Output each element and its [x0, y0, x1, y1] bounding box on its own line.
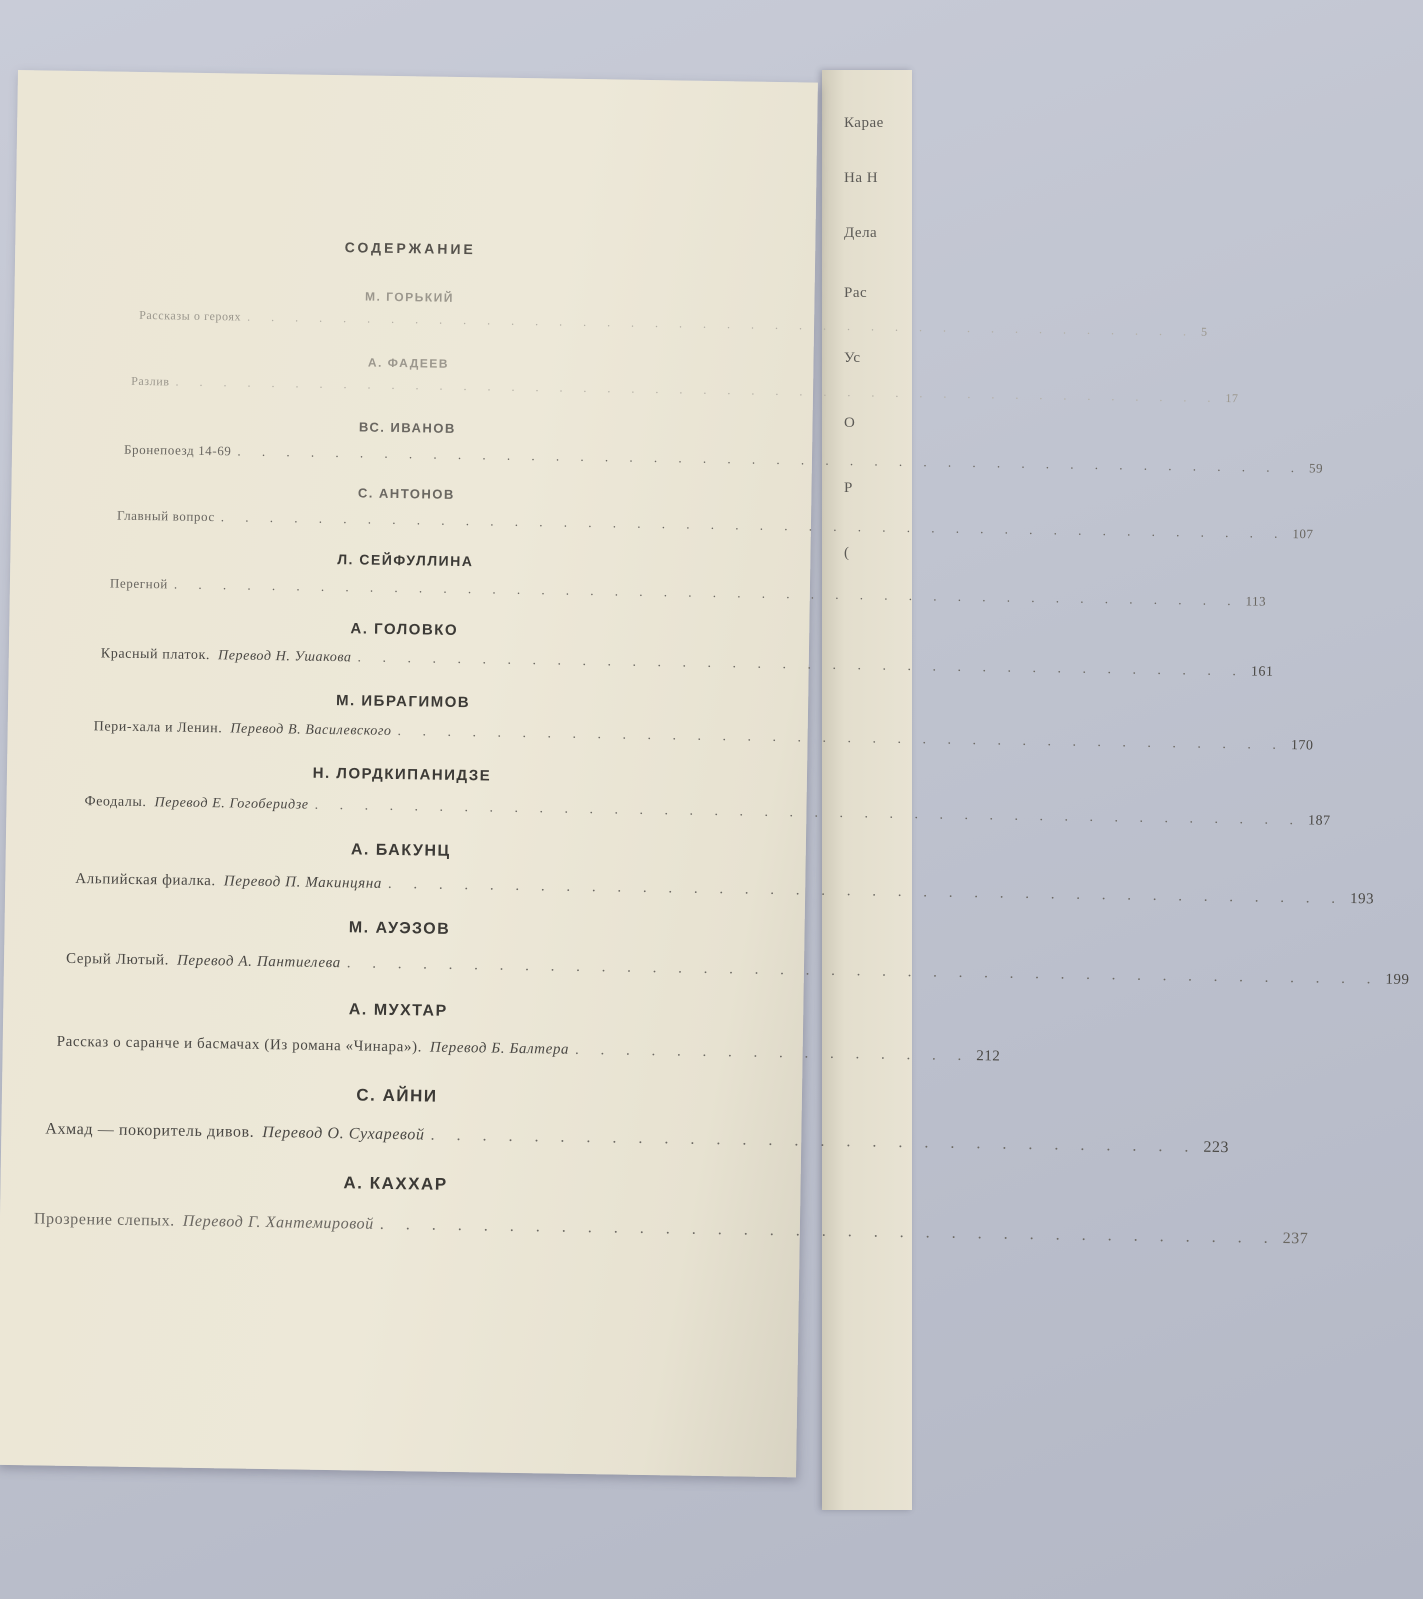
toc-entry[interactable]: [45, 1120, 1230, 1157]
page-number: 187: [1307, 813, 1331, 829]
work-title: Главный вопрос: [116, 507, 215, 525]
author-heading: М. АУЭЗОВ: [348, 919, 451, 938]
translator-credit: Перевод А. Пантиелева: [176, 952, 341, 972]
work-title: Бронепоезд 14-69: [123, 441, 232, 459]
toc-entry[interactable]: [93, 719, 1314, 754]
toc-entry[interactable]: [116, 507, 1314, 542]
author-heading: А. МУХТАР: [348, 1001, 448, 1020]
toc-entry[interactable]: [109, 575, 1267, 609]
author-heading: С. АЙНИ: [356, 1085, 438, 1106]
toc-entry[interactable]: [100, 646, 1274, 680]
toc-entry[interactable]: [75, 871, 1375, 908]
facing-page-fragment: (: [844, 545, 850, 561]
dot-leader: . . . . . . . . . . . . . . . . . . . . . . . . . . . . . . . . . . . .: [397, 724, 1286, 753]
page-number: 59: [1308, 460, 1324, 476]
dot-leader: . . . . . . . . . . . . . . . . . . . . . . . . . . . . . . . . . . . . . . . .: [247, 309, 1196, 339]
page-number: 161: [1250, 664, 1274, 680]
work-title: Феодалы.: [84, 794, 147, 811]
author-heading: А. ГОЛОВКО: [350, 620, 459, 639]
work-title: Красный платок.: [100, 646, 211, 664]
translator-credit: Перевод Г. Хантемировой: [182, 1212, 374, 1233]
author-heading: М. ГОРЬКИЙ: [364, 289, 455, 305]
page-number: 237: [1282, 1230, 1309, 1248]
toc-entry[interactable]: [56, 1033, 1001, 1065]
author-heading: Л. СЕЙФУЛЛИНА: [337, 551, 474, 570]
translator-credit: Перевод Б. Балтера: [429, 1039, 570, 1058]
work-title: Перегной: [109, 575, 169, 592]
page-number: 199: [1385, 971, 1410, 988]
dot-leader: . . . . . . . . . . . . . . . . . . . . . . . . . . . . . . . . . . . . . . . . . . . .: [237, 443, 1304, 476]
author-heading: М. ИБРАГИМОВ: [335, 692, 471, 712]
toc-entry[interactable]: [123, 441, 1324, 476]
work-title: Рассказы о героях: [139, 307, 242, 324]
page-number: 17: [1225, 391, 1239, 406]
page-number: 113: [1245, 593, 1267, 609]
author-heading: ВС. ИВАНОВ: [358, 419, 456, 436]
author-heading: Н. ЛОРДКИПАНИДЗЕ: [312, 764, 492, 785]
facing-page-fragment: О: [844, 415, 856, 431]
facing-page-fragment: Дела: [844, 225, 878, 241]
page-title: СОДЕРЖАНИЕ: [344, 239, 476, 258]
dot-leader: . . . . . . . . . . . . . . . . . . . . . . . . . . . . . .: [430, 1126, 1198, 1156]
facing-page-edge: [822, 70, 912, 1510]
page-number: 5: [1200, 324, 1208, 339]
dot-leader: . . . . . . . . . . . . . . . . . . . . . . . . . . . . . . . . . . . . . .: [387, 875, 1345, 907]
page-number: 193: [1349, 891, 1375, 908]
facing-page-fragment: Рас: [844, 285, 868, 301]
translator-credit: Перевод Е. Гогоберидзе: [154, 795, 309, 813]
translator-credit: Перевод О. Сухаревой: [262, 1123, 425, 1144]
toc-entry[interactable]: [131, 373, 1239, 406]
facing-page-fragment: Ус: [844, 350, 861, 366]
page-number: 212: [976, 1048, 1001, 1065]
dot-leader: . . . . . . . . . . . . . . . . . . . . . . . . . . . . . . . . . . . . . . . . . . . .: [175, 374, 1220, 405]
work-title: Прозрение слепых.: [33, 1210, 175, 1230]
dot-leader: . . . . . . . . . . . . . . . . . . . . . . . . . . . . . . . . . . . .: [357, 650, 1246, 680]
work-title: Альпийская фиалка.: [75, 871, 216, 890]
page-number: 107: [1292, 526, 1314, 542]
dot-leader: . . . . . . . . . . . . . . . . . . . . . . . . . . . . . . . . . . . . . . . . . . . .: [220, 509, 1287, 541]
work-title: Рассказ о саранче и басмачах (Из романа «Чинара»).: [56, 1033, 423, 1056]
author-heading: С. АНТОНОВ: [357, 485, 456, 502]
work-title: Ахмад — покоритель дивов.: [45, 1120, 255, 1141]
translator-credit: Перевод Н. Ушакова: [217, 648, 352, 666]
dot-leader: . . . . . . . . . . . . . . . . . . . . . . . . . . . . . . . . . . .: [379, 1215, 1277, 1247]
facing-page-fragment: Карае: [844, 115, 884, 131]
toc-entry[interactable]: [65, 950, 1410, 988]
toc-entry[interactable]: [33, 1210, 1309, 1248]
facing-page-fragment: На Н: [844, 170, 879, 186]
translator-credit: Перевод П. Макинцяна: [223, 873, 383, 892]
dot-leader: . . . . . . . . . . . . . . . . . . . . . . . . . . . . . . . . . . . . . . . . .: [346, 955, 1380, 988]
dot-leader: . . . . . . . . . . . . . . . .: [574, 1041, 971, 1065]
work-title: Пери-хала и Ленин.: [93, 719, 223, 737]
work-title: Разлив: [131, 373, 170, 389]
author-heading: А. БАКУНЦ: [350, 841, 451, 860]
author-heading: А. ФАДЕЕВ: [367, 355, 450, 371]
dot-leader: . . . . . . . . . . . . . . . . . . . . . . . . . . . . . . . . . . . . . . . .: [314, 797, 1303, 829]
toc-entry[interactable]: [84, 794, 1331, 829]
page-number: 223: [1203, 1138, 1230, 1157]
author-heading: А. КАХХАР: [343, 1173, 448, 1194]
toc-entry[interactable]: [139, 307, 1208, 339]
work-title: Серый Лютый.: [65, 950, 170, 969]
facing-page-fragment: Р: [844, 480, 853, 496]
page-number: 170: [1290, 738, 1314, 754]
dot-leader: . . . . . . . . . . . . . . . . . . . . . . . . . . . . . . . . . . . . . . . . . . . .: [173, 576, 1240, 609]
translator-credit: Перевод В. Василевского: [230, 721, 392, 739]
